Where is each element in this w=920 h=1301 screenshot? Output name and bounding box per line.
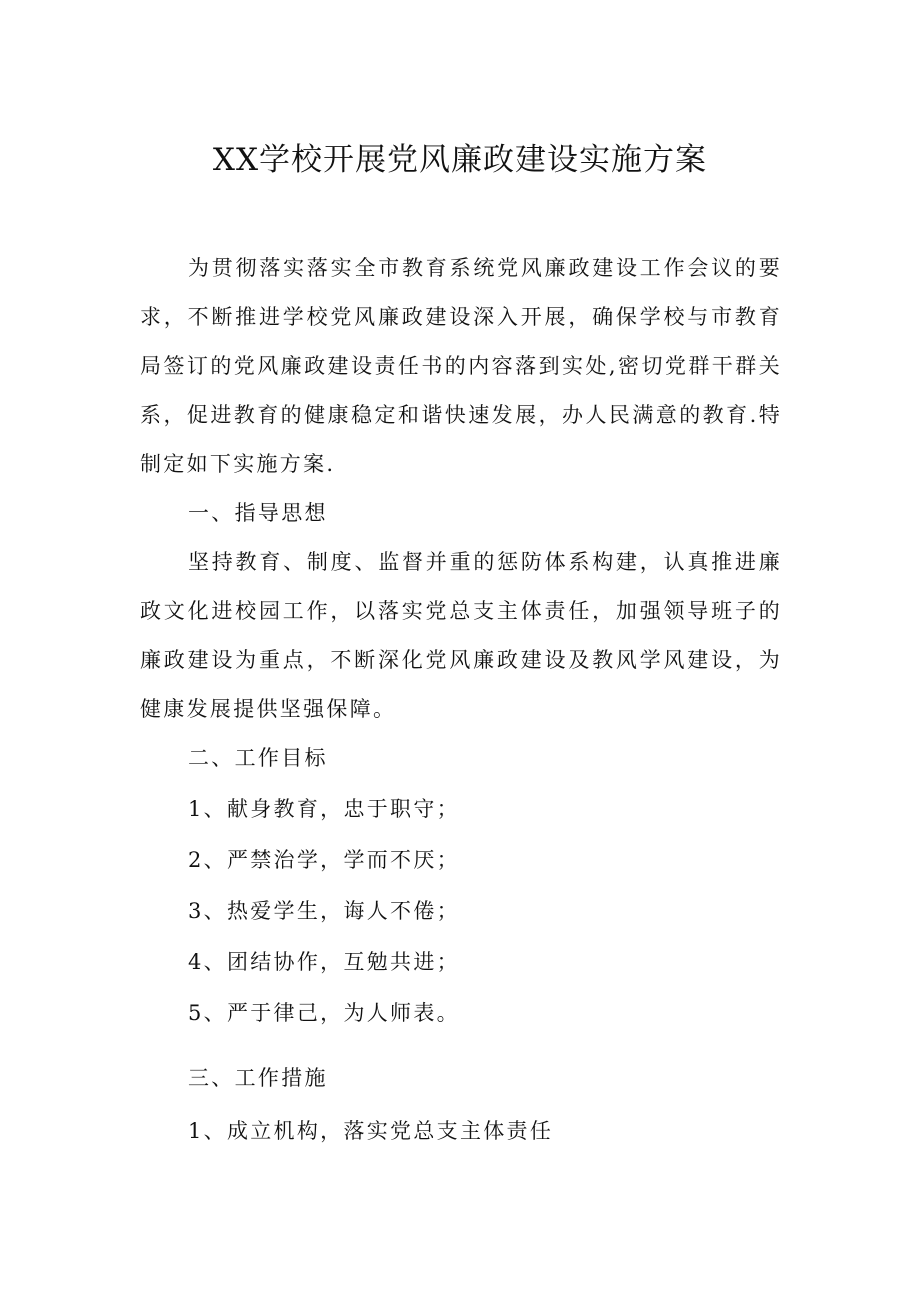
intro-paragraph: 为贯彻落实落实全市教育系统党风廉政建设工作会议的要求，不断推进学校党风廉政建设深入开展，确保学校与市教育局签订的党风廉政建设责任书的内容落到实处,密切党群干群关系，促进教育的健康稳定和谐快速发展，办人民满意的教育.特制定如下实施方案. — [140, 256, 782, 476]
section-heading-work-goals: 二、工作目标 — [188, 746, 328, 770]
work-goal-item: 5、严于律己，为人师表。 — [188, 1001, 460, 1025]
work-goal-item: 4、团结协作，互勉共进； — [188, 950, 460, 974]
document-title: XX学校开展党风廉政建设实施方案 — [212, 142, 708, 178]
work-goal-item: 1、献身教育，忠于职守； — [188, 797, 460, 821]
work-goal-item: 2、严禁治学，学而不厌； — [188, 848, 460, 872]
section-heading-work-measures: 三、工作措施 — [188, 1066, 328, 1090]
guiding-ideology-paragraph: 坚持教育、制度、监督并重的惩防体系构建，认真推进廉政文化进校园工作，以落实党总支主体责任，加强领导班子的廉政建设为重点，不断深化党风廉政建设及教风学风建设，为健康发展提供坚强保障。 — [140, 550, 782, 721]
work-goal-item: 3、热爱学生，诲人不倦； — [188, 899, 460, 923]
work-measure-item: 1、成立机构，落实党总支主体责任 — [188, 1119, 554, 1143]
section-heading-guiding-ideology: 一、指导思想 — [188, 501, 328, 525]
